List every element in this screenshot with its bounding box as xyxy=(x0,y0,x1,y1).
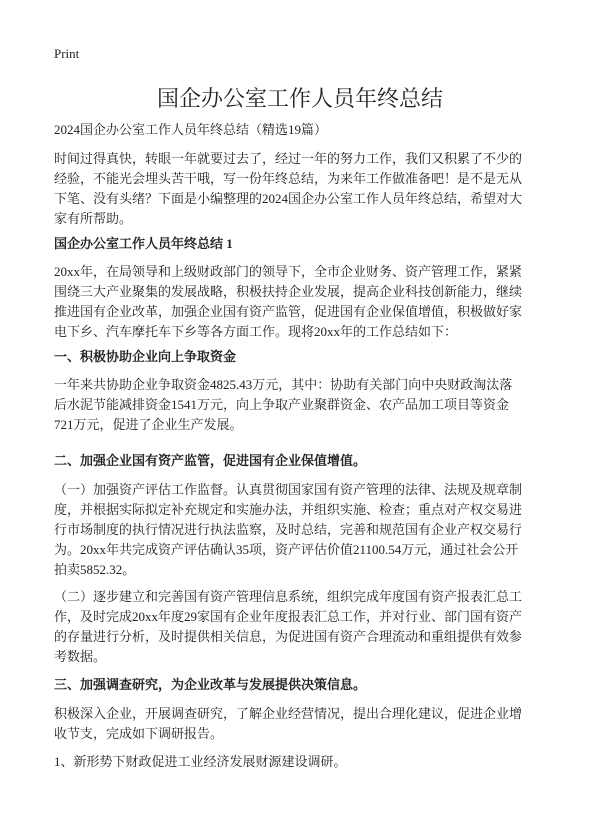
line: 的存量进行分析，及时提供相关信息，为促进国有资产合理流动和重组提供有效参 xyxy=(54,629,523,644)
line: 经验，不能光会埋头苦干哦，写一份年终总结，为来年工作做准备吧！是不是无从 xyxy=(54,171,523,186)
line: 为。20xx年共完成资产评估确认35项，资产评估价值21100.54万元，通过社会公开 xyxy=(54,542,519,557)
line: 1、新形势下财政促进工业经济发展财源建设调研。 xyxy=(54,754,347,769)
heading-3: 三、加强调查研究，为企业改革与发展提供决策信息。 xyxy=(54,677,367,692)
heading-2: 二、加强企业国有资产监管，促进国有企业保值增值。 xyxy=(54,453,367,468)
line: 行市场制度的执行情况进行执法监察，及时总结，完善和规范国有企业产权交易行 xyxy=(54,522,523,537)
paragraph-3 xyxy=(54,480,544,580)
line: 考数据。 xyxy=(54,649,107,664)
paragraph-4 xyxy=(54,587,544,667)
line: 收节支，完成如下调研报告。 xyxy=(54,726,224,741)
line: 20xx年，在局领导和上级财政部门的领导下，全市企业财务、资产管理工作，紧紧 xyxy=(54,264,523,279)
line: 一年来共协助企业争取资金4825.43万元，其中：协助有关部门向中央财政淘汰落 xyxy=(54,377,513,392)
line: 推进国有企业改革，加强企业国有资产监管，促进国有企业保值增值，积极做好家 xyxy=(54,304,523,319)
subtitle xyxy=(54,120,544,140)
page-title: 国企办公室工作人员年终总结 xyxy=(156,86,443,111)
line: （二）逐步建立和完善国有资产管理信息系统，组织完成年度国有资产报表汇总工 xyxy=(54,589,523,604)
heading-1: 一、积极协助企业向上争取资金 xyxy=(54,349,237,364)
line: 721万元，促进了企业生产发展。 xyxy=(54,417,243,432)
line: （一）加强资产评估工作监督。认真贯彻国家国有资产管理的法律、法规及规章制 xyxy=(54,482,523,497)
paragraph-6 xyxy=(54,752,544,772)
paragraph-1 xyxy=(54,262,544,342)
paragraph-5 xyxy=(54,704,544,744)
line: 电下乡、汽车摩托车下乡等各方面工作。现将20xx年的工作总结如下： xyxy=(54,324,458,339)
line: 拍卖5852.32。 xyxy=(54,562,136,577)
line: 围绕三大产业聚集的发展战略，积极扶持企业发展，提高企业科技创新能力，继续 xyxy=(54,284,523,299)
intro-paragraph xyxy=(54,149,544,229)
line: 作，及时完成20xx年度29家国有企业年度报表汇总工作，并对行业、部门国有资产 xyxy=(54,609,523,624)
subtitle-text: 2024国企办公室工作人员年终总结（精选19篇） xyxy=(54,122,328,137)
line: 下笔、没有头绪？下面是小编整理的2024国企办公室工作人员年终总结，希望对大 xyxy=(54,191,523,206)
section-heading: 国企办公室工作人员年终总结 1 xyxy=(54,236,233,251)
line: 后水泥节能减排资金1541万元，向上争取产业聚群资金、农产品加工项目等资金 xyxy=(54,397,510,412)
line: 家有所帮助。 xyxy=(54,211,133,226)
line: 时间过得真快，转眼一年就要过去了，经过一年的努力工作，我们又积累了不少的 xyxy=(54,151,523,166)
paragraph-2 xyxy=(54,375,544,435)
print-link[interactable]: Print xyxy=(54,46,80,61)
line: 积极深入企业，开展调查研究，了解企业经营情况，提出合理化建议，促进企业增 xyxy=(54,706,523,721)
line: 度，并根据实际拟定补充规定和实施办法，并组织实施、检查；重点对产权交易进 xyxy=(54,502,523,517)
